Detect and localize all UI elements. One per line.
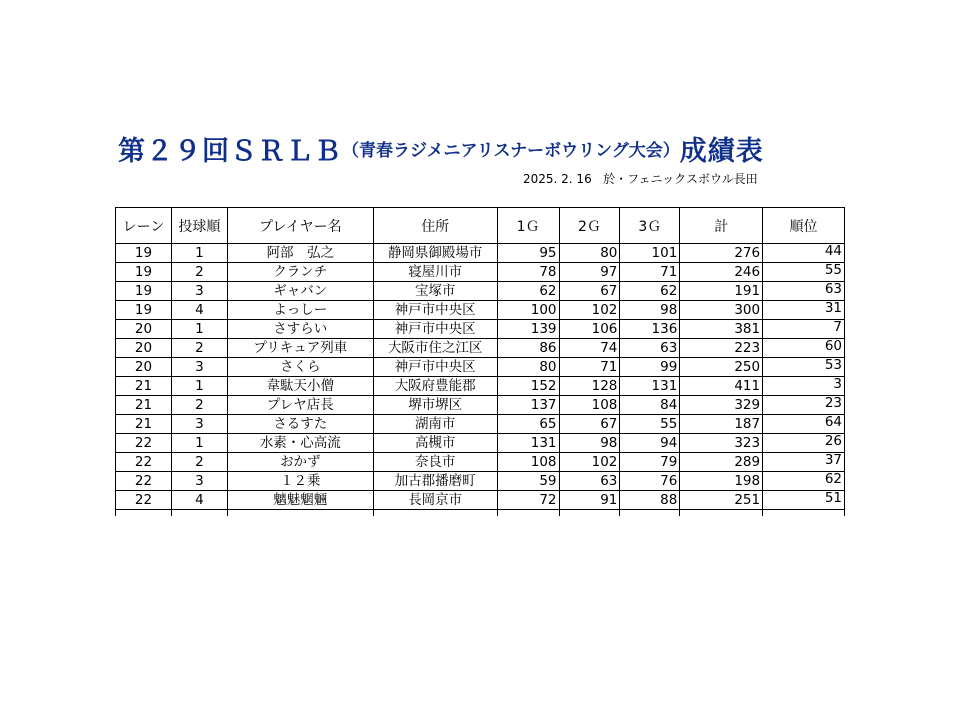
rank-cell: [763, 510, 845, 517]
rank-cell: 37: [763, 453, 845, 472]
game2-cell: 71: [559, 358, 620, 377]
rank-cell: 7: [763, 320, 845, 339]
order-cell: 2: [171, 396, 227, 415]
table-row: [116, 320, 845, 339]
order-cell: 2: [171, 453, 227, 472]
lane-cell: 21: [116, 377, 172, 396]
rank-cell: 44: [763, 244, 845, 263]
address-cell: 神戸市中央区: [373, 301, 497, 320]
table-row: [116, 339, 845, 358]
address-cell: 大阪市住之江区: [373, 339, 497, 358]
lane-cell: 22: [116, 434, 172, 453]
game3-cell: 84: [620, 396, 680, 415]
order-cell: 1: [171, 434, 227, 453]
order-cell: 1: [171, 244, 227, 263]
game1-cell: 152: [497, 377, 559, 396]
game2-cell: 102: [559, 453, 620, 472]
game3-cell: 76: [620, 472, 680, 491]
results-table: [115, 207, 845, 516]
order-cell: 4: [171, 491, 227, 510]
table-row: [116, 434, 845, 453]
rank-cell: 64: [763, 415, 845, 434]
lane-cell: 22: [116, 453, 172, 472]
game3-cell: 94: [620, 434, 680, 453]
total-cell: 246: [680, 263, 763, 282]
game3-cell: 98: [620, 301, 680, 320]
total-cell: 251: [680, 491, 763, 510]
lane-cell: [116, 510, 172, 517]
order-cell: 2: [171, 263, 227, 282]
player-name-cell: プレヤ店長: [227, 396, 373, 415]
address-cell: 堺市堺区: [373, 396, 497, 415]
header-col-total: 計: [680, 208, 763, 244]
rank-cell: 31: [763, 301, 845, 320]
game2-cell: 80: [559, 244, 620, 263]
order-cell: 3: [171, 415, 227, 434]
total-cell: 329: [680, 396, 763, 415]
order-cell: 1: [171, 320, 227, 339]
game1-cell: 59: [497, 472, 559, 491]
address-cell: 湖南市: [373, 415, 497, 434]
header-col-player: プレイヤー名: [227, 208, 373, 244]
total-cell: 411: [680, 377, 763, 396]
table-row: [116, 301, 845, 320]
order-cell: 1: [171, 377, 227, 396]
address-cell: 静岡県御殿場市: [373, 244, 497, 263]
header-col-game3: 3Ｇ: [620, 208, 680, 244]
game2-cell: 106: [559, 320, 620, 339]
order-cell: [171, 510, 227, 517]
total-cell: 198: [680, 472, 763, 491]
rank-cell: 51: [763, 491, 845, 510]
order-cell: 3: [171, 472, 227, 491]
header-col-rank: 順位: [763, 208, 845, 244]
lane-cell: 19: [116, 263, 172, 282]
game3-cell: 136: [620, 320, 680, 339]
game3-cell: 101: [620, 244, 680, 263]
rank-cell: 26: [763, 434, 845, 453]
game2-cell: 102: [559, 301, 620, 320]
player-name-cell: さるすた: [227, 415, 373, 434]
table-row: [116, 491, 845, 510]
total-cell: 300: [680, 301, 763, 320]
total-cell: 381: [680, 320, 763, 339]
title-main: 第２９回ＳＲＬＢ: [118, 136, 342, 167]
order-cell: 3: [171, 358, 227, 377]
game2-cell: 74: [559, 339, 620, 358]
game1-cell: 80: [497, 358, 559, 377]
game3-cell: 62: [620, 282, 680, 301]
lane-cell: 22: [116, 472, 172, 491]
lane-cell: 19: [116, 244, 172, 263]
game3-cell: 79: [620, 453, 680, 472]
event-date: 2025. 2. 16: [523, 172, 592, 186]
player-name-cell: 阿部 弘之: [227, 244, 373, 263]
game2-cell: 67: [559, 415, 620, 434]
title-suffix: 成績表: [679, 136, 764, 167]
game3-cell: 88: [620, 491, 680, 510]
game2-cell: 67: [559, 282, 620, 301]
player-name-cell: おかず: [227, 453, 373, 472]
total-cell: 289: [680, 453, 763, 472]
lane-cell: 19: [116, 301, 172, 320]
game1-cell: 65: [497, 415, 559, 434]
game3-cell: [620, 510, 680, 517]
lane-cell: 21: [116, 396, 172, 415]
lane-cell: 20: [116, 320, 172, 339]
player-name-cell: クランチ: [227, 263, 373, 282]
total-cell: [680, 510, 763, 517]
player-name-cell: よっしー: [227, 301, 373, 320]
lane-cell: 20: [116, 358, 172, 377]
rank-cell: 55: [763, 263, 845, 282]
total-cell: 191: [680, 282, 763, 301]
lane-cell: 22: [116, 491, 172, 510]
total-cell: 276: [680, 244, 763, 263]
game3-cell: 63: [620, 339, 680, 358]
player-name-cell: ギャバン: [227, 282, 373, 301]
player-name-cell: １２乗: [227, 472, 373, 491]
player-name-cell: さくら: [227, 358, 373, 377]
address-cell: 長岡京市: [373, 491, 497, 510]
game2-cell: 63: [559, 472, 620, 491]
table-row: [116, 453, 845, 472]
order-cell: 3: [171, 282, 227, 301]
game1-cell: 95: [497, 244, 559, 263]
game1-cell: 86: [497, 339, 559, 358]
table-row: [116, 358, 845, 377]
order-cell: 4: [171, 301, 227, 320]
header-col-game1: 1Ｇ: [497, 208, 559, 244]
rank-cell: 62: [763, 472, 845, 491]
lane-cell: 20: [116, 339, 172, 358]
address-cell: 大阪府豊能郡: [373, 377, 497, 396]
rank-cell: 3: [763, 377, 845, 396]
game2-cell: 97: [559, 263, 620, 282]
game1-cell: 108: [497, 453, 559, 472]
rank-cell: 53: [763, 358, 845, 377]
game1-cell: 131: [497, 434, 559, 453]
order-cell: 2: [171, 339, 227, 358]
game2-cell: 98: [559, 434, 620, 453]
total-cell: 323: [680, 434, 763, 453]
game1-cell: 78: [497, 263, 559, 282]
game1-cell: 100: [497, 301, 559, 320]
header-col-order: 投球順: [171, 208, 227, 244]
total-cell: 223: [680, 339, 763, 358]
lane-cell: 21: [116, 415, 172, 434]
event-info: [523, 170, 758, 187]
event-venue: 於・フェニックスボウル長田: [603, 172, 758, 186]
player-name-cell: 韋駄天小僧: [227, 377, 373, 396]
page-title: [118, 138, 764, 165]
address-cell: [373, 510, 497, 517]
header-col-address: 住所: [373, 208, 497, 244]
table-row: [116, 510, 845, 517]
table-row: [116, 282, 845, 301]
game3-cell: 55: [620, 415, 680, 434]
rank-cell: 23: [763, 396, 845, 415]
header-col-game2: 2Ｇ: [559, 208, 620, 244]
table-row: [116, 263, 845, 282]
lane-cell: 19: [116, 282, 172, 301]
address-cell: 神戸市中央区: [373, 358, 497, 377]
table-row: [116, 377, 845, 396]
player-name-cell: プリキュア列車: [227, 339, 373, 358]
table-row: [116, 472, 845, 491]
game3-cell: 71: [620, 263, 680, 282]
results-sheet: [115, 207, 845, 516]
rank-cell: 60: [763, 339, 845, 358]
address-cell: 寝屋川市: [373, 263, 497, 282]
player-name-cell: さすらい: [227, 320, 373, 339]
game2-cell: 108: [559, 396, 620, 415]
game1-cell: 137: [497, 396, 559, 415]
address-cell: 神戸市中央区: [373, 320, 497, 339]
address-cell: 奈良市: [373, 453, 497, 472]
player-name-cell: 水素・心高流: [227, 434, 373, 453]
game1-cell: 72: [497, 491, 559, 510]
table-row: [116, 396, 845, 415]
game3-cell: 99: [620, 358, 680, 377]
game2-cell: 91: [559, 491, 620, 510]
table-row: [116, 415, 845, 434]
player-name-cell: 魑魅魍魎: [227, 491, 373, 510]
title-subtitle: （青春ラジメニアリスナーボウリング大会）: [342, 141, 680, 161]
address-cell: 加古郡播磨町: [373, 472, 497, 491]
game2-cell: [559, 510, 620, 517]
game3-cell: 131: [620, 377, 680, 396]
game2-cell: 128: [559, 377, 620, 396]
address-cell: 高槻市: [373, 434, 497, 453]
total-cell: 250: [680, 358, 763, 377]
rank-cell: 63: [763, 282, 845, 301]
header-row: [116, 208, 845, 244]
game1-cell: [497, 510, 559, 517]
table-body: [116, 244, 845, 517]
table-row: [116, 244, 845, 263]
game1-cell: 139: [497, 320, 559, 339]
player-name-cell: [227, 510, 373, 517]
address-cell: 宝塚市: [373, 282, 497, 301]
total-cell: 187: [680, 415, 763, 434]
game1-cell: 62: [497, 282, 559, 301]
header-col-lane: レーン: [116, 208, 172, 244]
